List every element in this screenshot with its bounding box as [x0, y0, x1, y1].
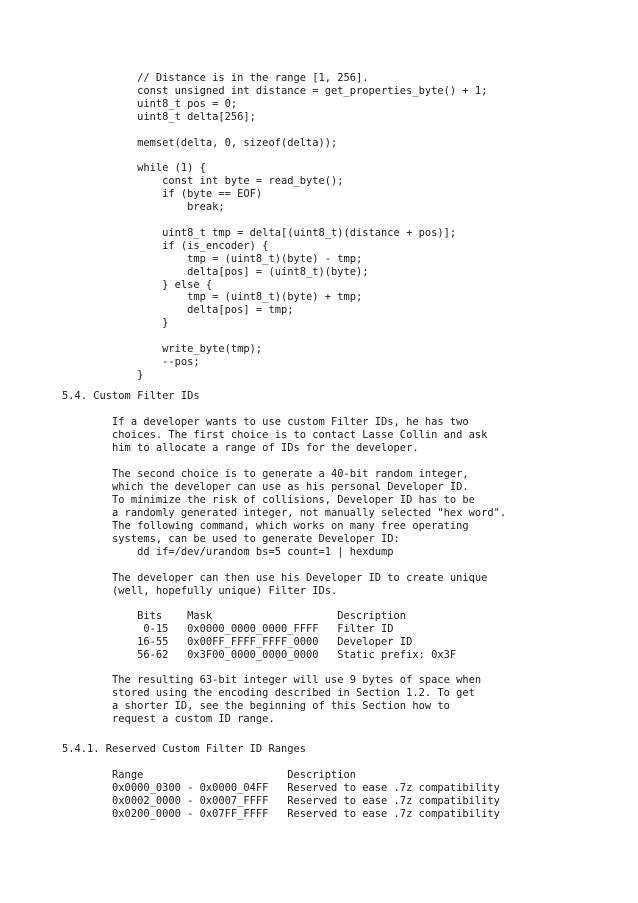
command-example: dd if=/dev/urandom bs=5 count=1 | hexdump	[62, 546, 394, 558]
paragraph-custom-ids-intro: If a developer wants to use custom Filter IDs, he has two choices. The first choice is to contact Lasse Collin and ask him to allocate a range of IDs for the developer.	[112, 416, 488, 454]
filter-id-bits-table: Bits Mask Description 0-15 0x0000_0000_0000_FFFF Filter ID 16-55 0x00FF_FFFF_FFFF_0000 Developer ID 56-62 0x3F00_0000_0000_0000 Static prefix: 0x3F	[137, 610, 457, 661]
paragraph-create-filter-ids: The developer can then use his Developer ID to create unique (well, hopefully unique) Filter IDs.	[112, 572, 488, 597]
paragraph-random-developer-id: The second choice is to generate a 40-bit random integer, which the developer can use as his personal Developer ID. To minimize the risk of collisions, Developer ID has to be a randomly generated integer, not manually selected "hex word". The following command, which works on many free operating systems, can be used to generate Developer ID:	[112, 468, 507, 545]
reserved-ranges-table: Range Description 0x0000_0300 - 0x0000_04FF Reserved to ease .7z compatibility 0x0002_0000 - 0x0007_FFFF Reserved to ease .7z compatibility 0x0200_0000 - 0x07FF_FFFF Reserved to ease .7z compatibility	[112, 769, 500, 820]
code-block: // Distance is in the range [1, 256]. const unsigned int distance = get_properties_byte() + 1; uint8_t pos = 0; uint8_t delta[256]; memset(delta, 0, sizeof(delta)); while (1) { const int byte = read_byte(); if (byte == EOF) break; uint8_t tmp = delta[(uint8_t)(distance + pos)]; if (is_encoder) { tmp = (uint8_t)(byte) - tmp; delta[pos] = (uint8_t)(byte); } else { tmp = (uint8_t)(byte) + tmp; delta[pos] = tmp; } write_byte(tmp); --pos; }	[137, 72, 488, 381]
section-heading-5-4-1: 5.4.1. Reserved Custom Filter ID Ranges	[62, 743, 306, 755]
paragraph-resulting-integer: The resulting 63-bit integer will use 9 bytes of space when stored using the encoding described in Section 1.2. To get a shorter ID, see the beginning of this Section how to request a custom ID range.	[112, 674, 482, 725]
section-heading-5-4: 5.4. Custom Filter IDs	[62, 390, 200, 402]
